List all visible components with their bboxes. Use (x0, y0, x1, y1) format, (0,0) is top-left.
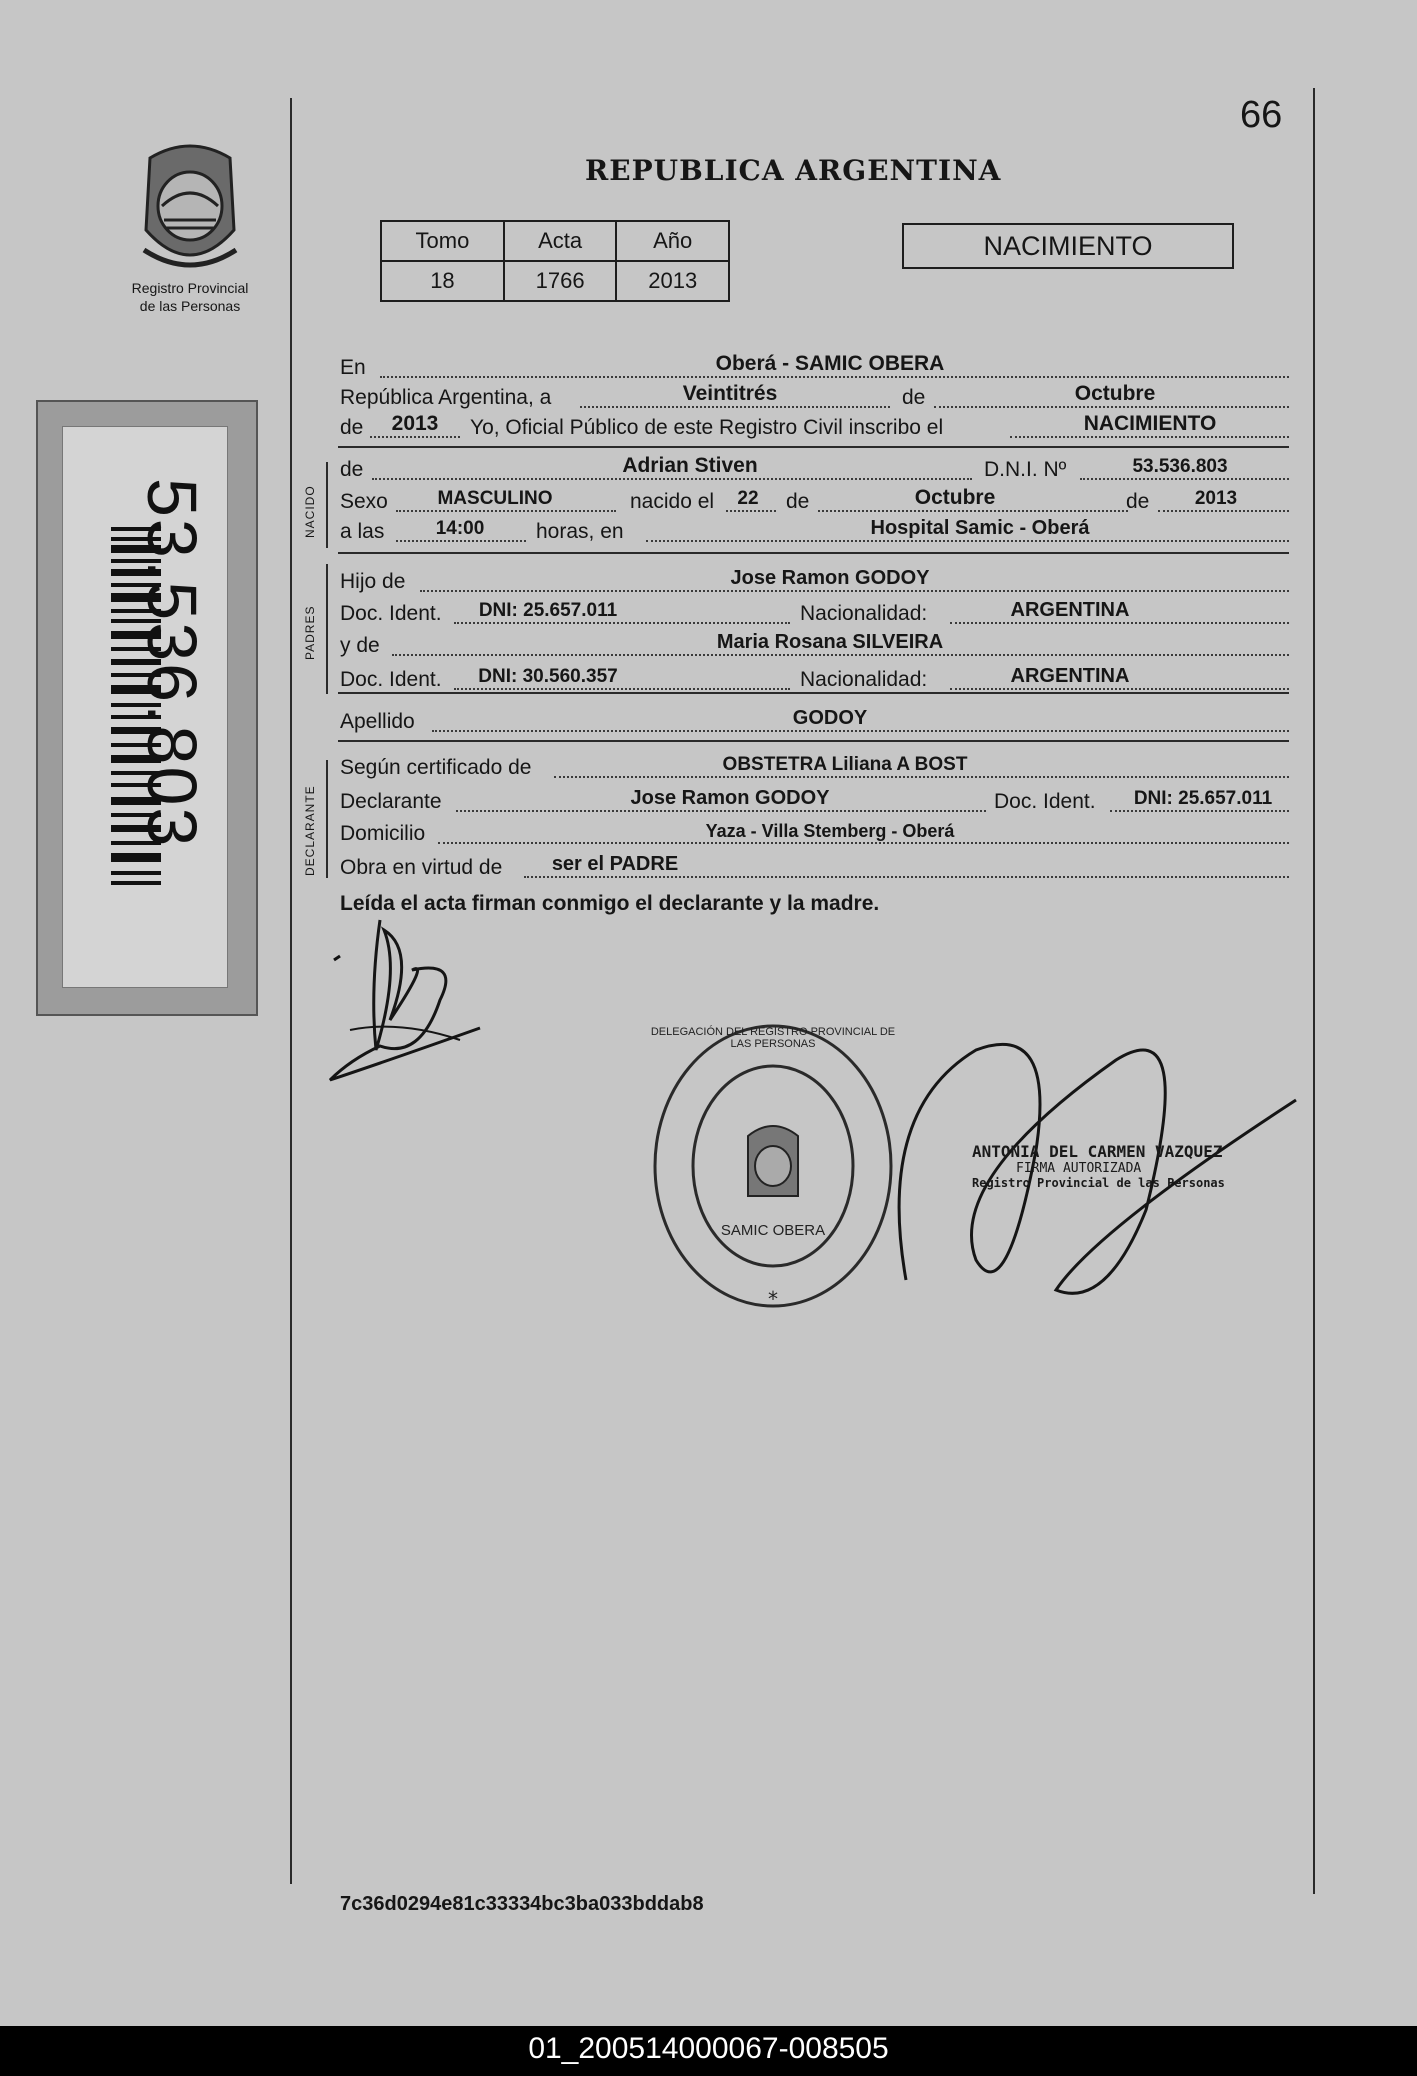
label-doc-ident-padre: Doc. Ident. (340, 602, 442, 625)
value-declarante-doc: DNI: 25.657.011 (1133, 788, 1273, 809)
row-sexo (340, 486, 1289, 520)
province-seal-icon (130, 140, 250, 280)
row-domicilio (340, 818, 1289, 852)
value-obra: ser el PADRE (551, 853, 679, 875)
value-padre: Jose Ramon GODOY (730, 567, 930, 589)
label-inscribo: Yo, Oficial Público de este Registro Civil inscribo el (470, 416, 944, 439)
row-padre (340, 566, 1289, 600)
label-de-nacido-anio: de (1126, 490, 1150, 513)
value-dni: 53.536.803 (1132, 456, 1228, 477)
label-en: En (340, 356, 366, 379)
label-nacionalidad-padre: Nacionalidad: (800, 602, 928, 625)
label-hijo-de: Hijo de (340, 570, 406, 593)
table-header-tomo: Tomo (381, 221, 504, 261)
row-madre (340, 630, 1289, 664)
label-dni: D.N.I. Nº (984, 458, 1067, 481)
declarante-rule (326, 760, 328, 878)
value-dia: Veintitrés (682, 382, 778, 405)
row-apellido (340, 706, 1289, 740)
label-de-month: de (902, 386, 926, 409)
value-certificado: OBSTETRA Liliana A BOST (722, 754, 968, 775)
row-republica (340, 382, 1289, 416)
label-de-year: de (340, 416, 364, 439)
label-sexo: Sexo (340, 490, 388, 513)
label-domicilio: Domicilio (340, 822, 426, 845)
value-nacido-anio: 2013 (1194, 488, 1238, 509)
value-madre-doc: DNI: 30.560.357 (478, 666, 618, 687)
declarant-signature-icon (320, 910, 490, 1090)
stamp-inner-text: SAMIC OBERA (720, 1222, 826, 1239)
record-table (380, 220, 730, 302)
label-horas-en: horas, en (536, 520, 624, 543)
value-hora: 14:00 (435, 518, 485, 539)
value-apellido: GODOY (792, 707, 868, 729)
label-doc-ident-madre: Doc. Ident. (340, 668, 442, 691)
label-nacido-el: nacido el (630, 490, 715, 513)
padres-label: PADRES (303, 605, 317, 660)
label-a-las: a las (340, 520, 385, 543)
value-nombre: Adrian Stiven (622, 454, 758, 477)
value-acto: NACIMIENTO (1083, 412, 1217, 435)
label-nacionalidad-madre: Nacionalidad: (800, 668, 928, 691)
value-nacido-mes: Octubre (914, 486, 996, 509)
value-padre-doc: DNI: 25.657.011 (478, 600, 618, 621)
section-rule-2 (338, 552, 1289, 554)
row-en (340, 352, 1289, 386)
row-declarante (340, 786, 1289, 820)
row-certificado (340, 752, 1289, 786)
document-type: NACIMIENTO (983, 231, 1153, 261)
country-title: REPUBLICA ARGENTINA (585, 154, 1002, 187)
registry-name-line1: Registro Provincial (131, 280, 249, 296)
section-rule-3 (338, 692, 1289, 694)
label-de-nombre: de (340, 458, 364, 481)
value-madre: Maria Rosana SILVEIRA (716, 631, 944, 653)
barcode-number: 53.536.803 (133, 478, 211, 849)
row-inscribo (340, 412, 1289, 446)
label-de-nacido-mes: de (786, 490, 810, 513)
closing-statement: Leída el acta firman conmigo el declarante y la madre. (340, 892, 880, 915)
page-number: 66 (1240, 94, 1283, 136)
label-y-de: y de (340, 634, 380, 657)
table-value-tomo: 18 (381, 261, 504, 301)
padres-rule (326, 564, 328, 694)
table-header-acta: Acta (504, 221, 617, 261)
value-mes: Octubre (1074, 382, 1156, 405)
row-hora (340, 516, 1289, 550)
declarante-label: DECLARANTE (303, 785, 317, 876)
registry-name-line2: de las Personas (139, 298, 241, 314)
official-name-stamp (972, 1142, 1272, 1190)
table-value-acta: 1766 (504, 261, 617, 301)
stamp-official-name: ANTONIA DEL CARMEN VAZQUEZ (972, 1142, 1223, 1161)
footer-document-id: 01_200514000067-008505 (528, 2032, 889, 2065)
stamp-ring-text: DELEGACIÓN DEL REGISTRO PROVINCIAL DE LAS PERSONAS (650, 1026, 896, 1050)
value-sexo: MASCULINO (437, 488, 553, 509)
row-obra (340, 852, 1289, 886)
label-doc-ident-declarante: Doc. Ident. (994, 790, 1096, 813)
value-madre-nacionalidad: ARGENTINA (1010, 665, 1130, 687)
table-header-anio: Año (616, 221, 729, 261)
value-anio: 2013 (391, 412, 439, 435)
row-nombre (340, 454, 1289, 488)
document-type-box (902, 223, 1234, 269)
label-apellido: Apellido (340, 710, 415, 733)
official-oval-stamp (648, 1016, 898, 1316)
stamp-firma-autorizada: FIRMA AUTORIZADA (1016, 1161, 1142, 1176)
label-obra: Obra en virtud de (340, 856, 503, 879)
nacido-label: NACIDO (303, 485, 317, 538)
nacido-rule (326, 462, 328, 548)
label-segun: Según certificado de (340, 756, 532, 779)
table-value-anio: 2013 (616, 261, 729, 301)
value-lugar-nacimiento: Hospital Samic - Oberá (870, 517, 1090, 539)
value-nacido-dia: 22 (737, 488, 759, 509)
value-declarante: Jose Ramon GODOY (630, 787, 830, 809)
left-margin-rule (290, 98, 292, 1884)
value-padre-nacionalidad: ARGENTINA (1010, 599, 1130, 621)
label-declarante: Declarante (340, 790, 442, 813)
value-lugar-inscripcion: Oberá - SAMIC OBERA (715, 352, 945, 375)
value-domicilio: Yaza - Villa Stemberg - Oberá (705, 821, 955, 841)
section-rule-4 (338, 740, 1289, 742)
row-padre-doc (340, 598, 1289, 632)
section-rule-1 (338, 446, 1289, 448)
document-hash: 7c36d0294e81c33334bc3ba033bddab8 (340, 1893, 704, 1915)
stamp-registry: Registro Provincial de las Personas (972, 1176, 1225, 1190)
label-republica: República Argentina, a (340, 386, 552, 409)
svg-text:*: * (768, 1287, 778, 1311)
right-margin-rule (1313, 88, 1315, 1894)
